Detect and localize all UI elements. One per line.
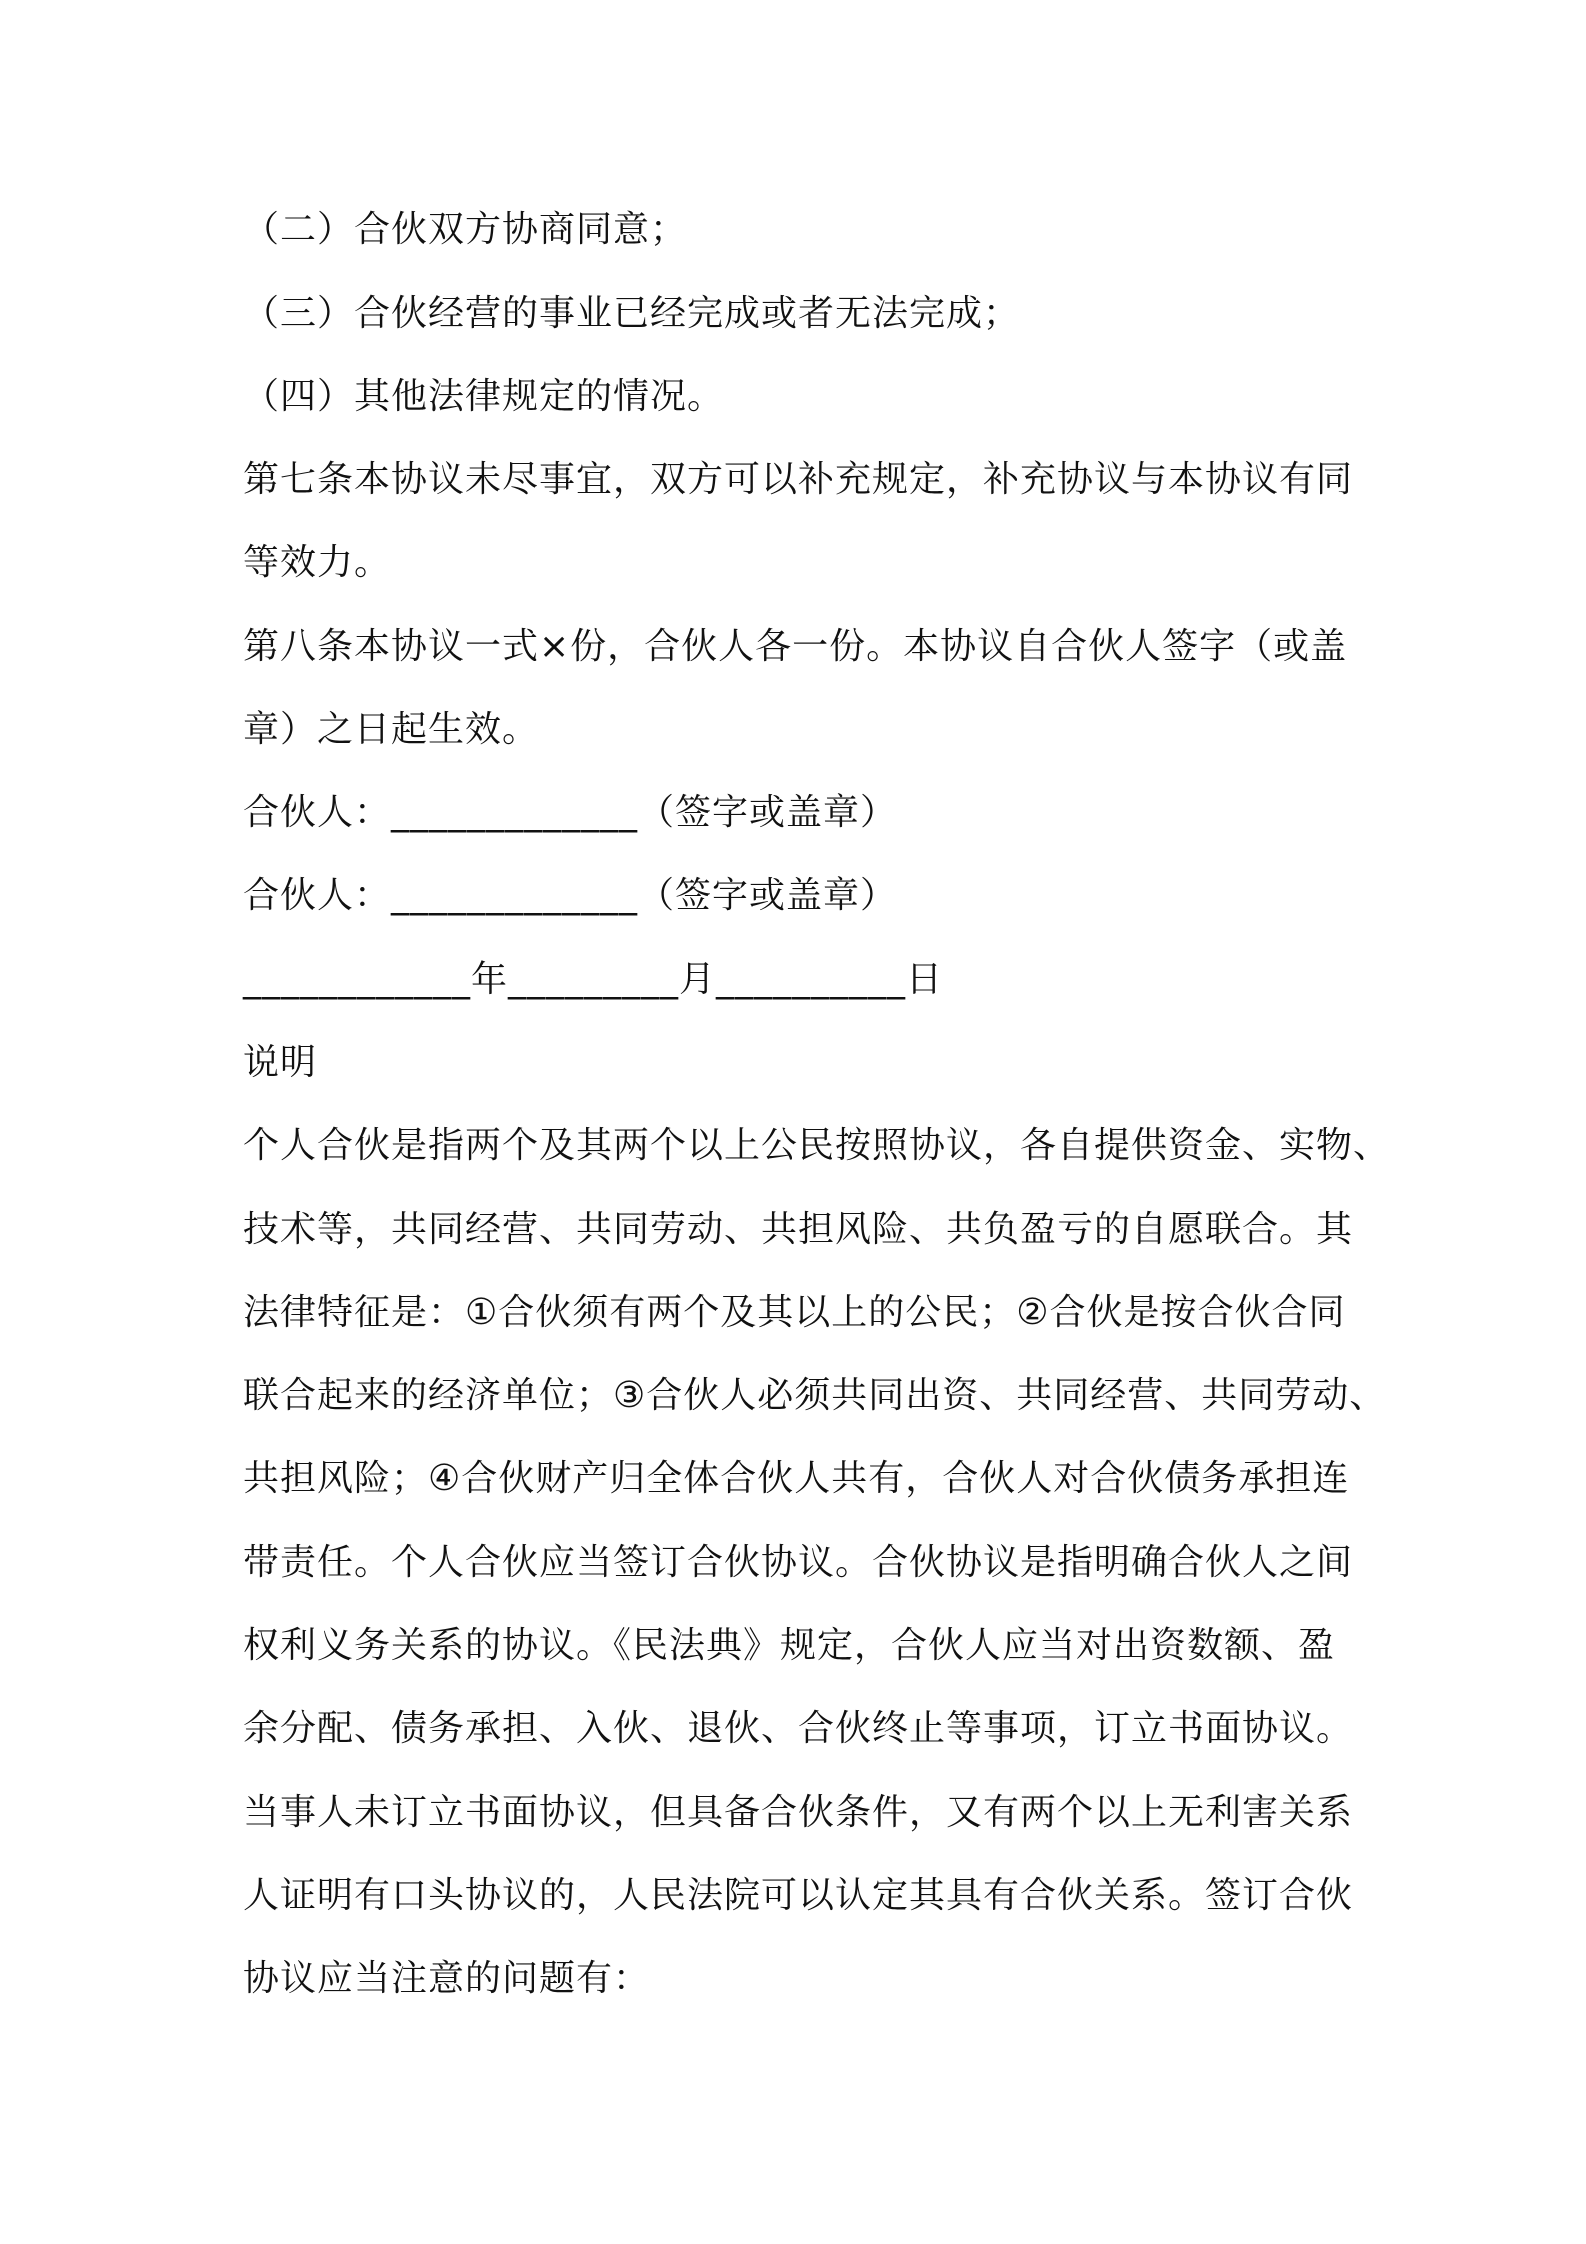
explanation-line-6: 带责任。个人合伙应当签订合伙协议。合伙协议是指明确合伙人之间 <box>243 1542 1354 1583</box>
explanation-line-10: 人证明有口头协议的，人民法院可以认定其具有合伙关系。签订合伙 <box>243 1875 1354 1916</box>
article-eight-line-1: 第八条本协议一式×份，合伙人各一份。本协议自合伙人签字（或盖 <box>243 626 1348 667</box>
article-seven-line-2: 等效力。 <box>243 542 392 583</box>
explanation-line-1: 个人合伙是指两个及其两个以上公民按照协议，各自提供资金、实物、 <box>243 1125 1391 1166</box>
article-seven-line-1: 第七条本协议未尽事宜，双方可以补充规定，补充协议与本协议有同 <box>243 459 1354 500</box>
list-item-four: （四）其他法律规定的情况。 <box>243 376 725 417</box>
signature-line-2: 合伙人：_____________（签字或盖章） <box>243 875 898 916</box>
explanation-line-8: 余分配、债务承担、入伙、退伙、合伙终止等事项，订立书面协议。 <box>243 1708 1354 1749</box>
explanation-line-4: 联合起来的经济单位；③合伙人必须共同出资、共同经营、共同劳动、 <box>243 1375 1387 1416</box>
article-eight-line-2: 章）之日起生效。 <box>243 709 540 750</box>
explanation-line-3: 法律特征是：①合伙须有两个及其以上的公民；②合伙是按合伙合同 <box>243 1292 1346 1333</box>
list-item-three: （三）合伙经营的事业已经完成或者无法完成； <box>243 293 1021 334</box>
signature-line-1: 合伙人：_____________（签字或盖章） <box>243 792 898 833</box>
explanation-line-7: 权利义务关系的协议。《民法典》规定，合伙人应当对出资数额、盈 <box>243 1625 1336 1666</box>
explanation-heading: 说明 <box>243 1042 318 1083</box>
explanation-line-5: 共担风险；④合伙财产归全体合伙人共有，合伙人对合伙债务承担连 <box>243 1458 1350 1499</box>
list-item-two: （二）合伙双方协商同意； <box>243 209 688 250</box>
explanation-line-2: 技术等，共同经营、共同劳动、共担风险、共负盈亏的自愿联合。其 <box>243 1209 1354 1250</box>
explanation-line-9: 当事人未订立书面协议，但具备合伙条件，又有两个以上无利害关系 <box>243 1792 1354 1833</box>
date-line: ____________年_________月__________日 <box>243 959 943 1000</box>
explanation-line-11: 协议应当注意的问题有： <box>243 1958 651 1999</box>
